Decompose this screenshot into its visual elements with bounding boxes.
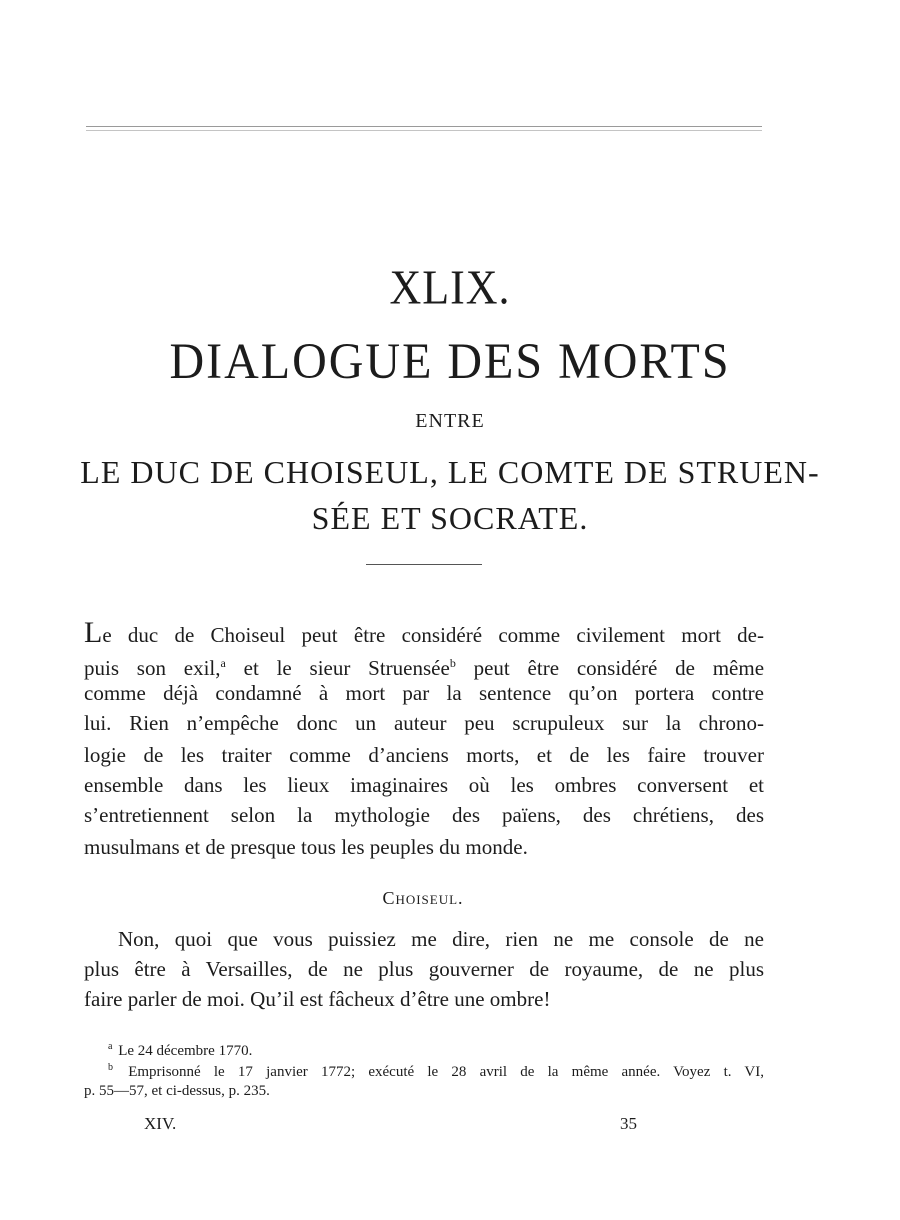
intro-line-text: puis son exil, — [84, 656, 221, 680]
intro-line-1 — [84, 618, 764, 648]
subtitle-line-2: SÉE ET SOCRATE. — [311, 500, 589, 536]
page-number: 35 — [620, 1114, 637, 1133]
footnote-mark: a — [108, 1041, 113, 1052]
intro-line-text: e duc de Choiseul peut être considéré comme civilement mort de- — [102, 623, 764, 647]
title-entre: ENTRE — [415, 410, 485, 432]
intro-line-2 — [84, 648, 764, 678]
chapter-number: XLIX. — [389, 260, 511, 315]
volume-number: XIV. — [144, 1114, 177, 1133]
footnote-text: Emprisonné le 17 janvier 1772; exécuté le 28 avril de la même année. Voyez t. VI, — [128, 1064, 764, 1080]
intro-line-text: peut être considéré de même — [473, 656, 765, 680]
dialogue-title: DIALOGUE DES MORTS — [169, 333, 731, 390]
subtitle-line-1: LE DUC DE CHOISEUL, LE COMTE DE STRUEN- — [80, 454, 820, 490]
footnote-text: Le 24 décembre 1770. — [118, 1043, 253, 1059]
footnote-mark: b — [108, 1062, 113, 1073]
intro-line-text: et le sieur Struensée — [243, 656, 450, 680]
footnote-b — [108, 1062, 764, 1081]
footnote-b-continued: p. 55—57, et ci-dessus, p. 235. — [84, 1083, 270, 1099]
top-rule-thin — [86, 130, 762, 131]
drop-letter: L — [84, 616, 103, 649]
intro-line-7: s’entretiennent selon la mythologie des païens, des chrétiens, des — [84, 803, 764, 827]
speaker-name: Choiseul. — [382, 888, 464, 908]
section-divider — [366, 564, 482, 565]
intro-line-3: comme déjà condamné à mort par la sentence qu’on portera contre — [84, 681, 764, 705]
footnote-a — [108, 1041, 252, 1060]
dialogue-line-1: Non, quoi que vous puissiez me dire, rien ne me console de ne — [118, 927, 764, 951]
top-rule — [86, 126, 762, 127]
intro-line-4: lui. Rien n’empêche donc un auteur peu scrupuleux sur la chrono- — [84, 711, 764, 735]
dialogue-line-3: faire parler de moi. Qu’il est fâcheux d’être une ombre! — [84, 987, 551, 1011]
dialogue-line-2: plus être à Versailles, de ne plus gouverner de royaume, de ne plus — [84, 957, 764, 981]
footnote-ref-b[interactable]: b — [449, 656, 456, 670]
intro-line-5: logie de les traiter comme d’anciens morts, et de les faire trouver — [84, 743, 764, 767]
footnote-ref-a[interactable]: a — [220, 656, 226, 670]
intro-line-6: ensemble dans les lieux imaginaires où les ombres conversent et — [84, 773, 764, 797]
intro-line-8: musulmans et de presque tous les peuples du monde. — [84, 835, 528, 859]
